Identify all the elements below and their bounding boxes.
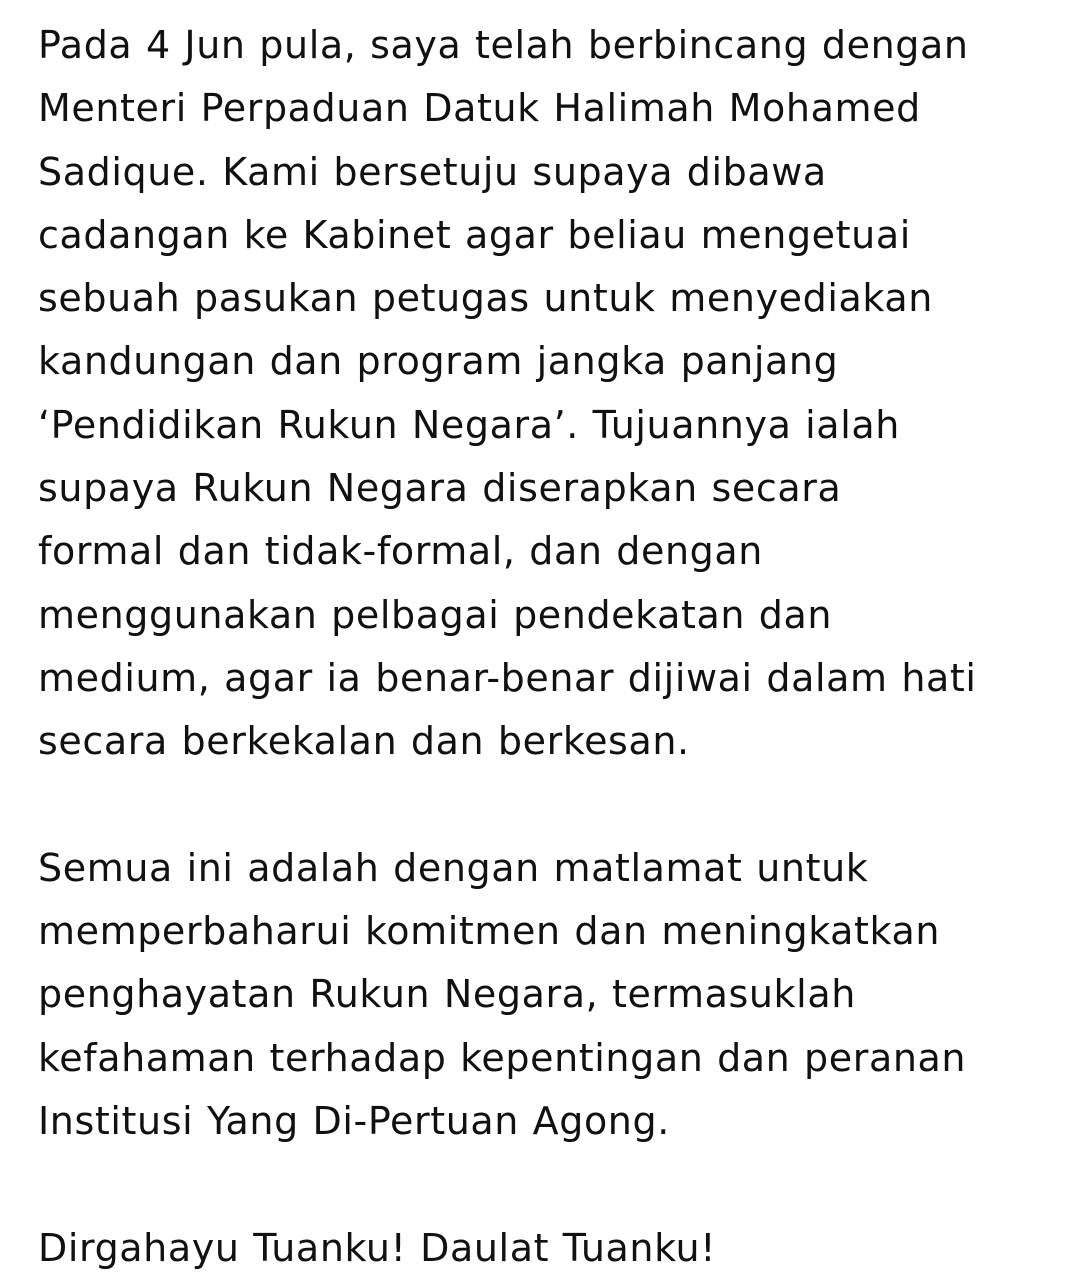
text-line: cadangan ke Kabinet agar beliau mengetuai [38, 212, 911, 257]
paragraph-spacer [38, 774, 1048, 837]
text-line: supaya Rukun Negara diserapkan secara [38, 466, 842, 511]
text-line: penghayatan Rukun Negara, termasuklah [38, 972, 856, 1017]
paragraph-spacer [38, 1153, 1048, 1216]
paragraph-3 [38, 1217, 1048, 1280]
text-line: ‘Pendidikan Rukun Negara’. Tujuannya ialah [38, 402, 900, 447]
paragraph-2 [38, 837, 1048, 1153]
text-body [38, 14, 1048, 1280]
paragraph-1 [38, 14, 1048, 774]
text-line: kandungan dan program jangka panjang [38, 339, 839, 384]
text-line: Institusi Yang Di-Pertuan Agong. [38, 1099, 670, 1144]
text-line: Dirgahayu Tuanku! Daulat Tuanku! [38, 1225, 717, 1270]
text-line: kefahaman terhadap kepentingan dan peranan [38, 1035, 967, 1080]
text-line: menggunakan pelbagai pendekatan dan [38, 592, 833, 637]
text-line: Semua ini adalah dengan matlamat untuk [38, 845, 869, 890]
text-line: memperbaharui komitmen dan meningkatkan [38, 909, 941, 954]
text-line: Sadique. Kami bersetuju supaya dibawa [38, 149, 827, 194]
text-line: formal dan tidak-formal, dan dengan [38, 529, 763, 574]
text-line: medium, agar ia benar-benar dijiwai dalam hati [38, 655, 977, 700]
text-line: Menteri Perpaduan Datuk Halimah Mohamed [38, 86, 921, 131]
text-line: secara berkekalan dan berkesan. [38, 719, 690, 764]
text-line: sebuah pasukan petugas untuk menyediakan [38, 276, 933, 321]
text-line: Pada 4 Jun pula, saya telah berbincang dengan [38, 23, 969, 67]
